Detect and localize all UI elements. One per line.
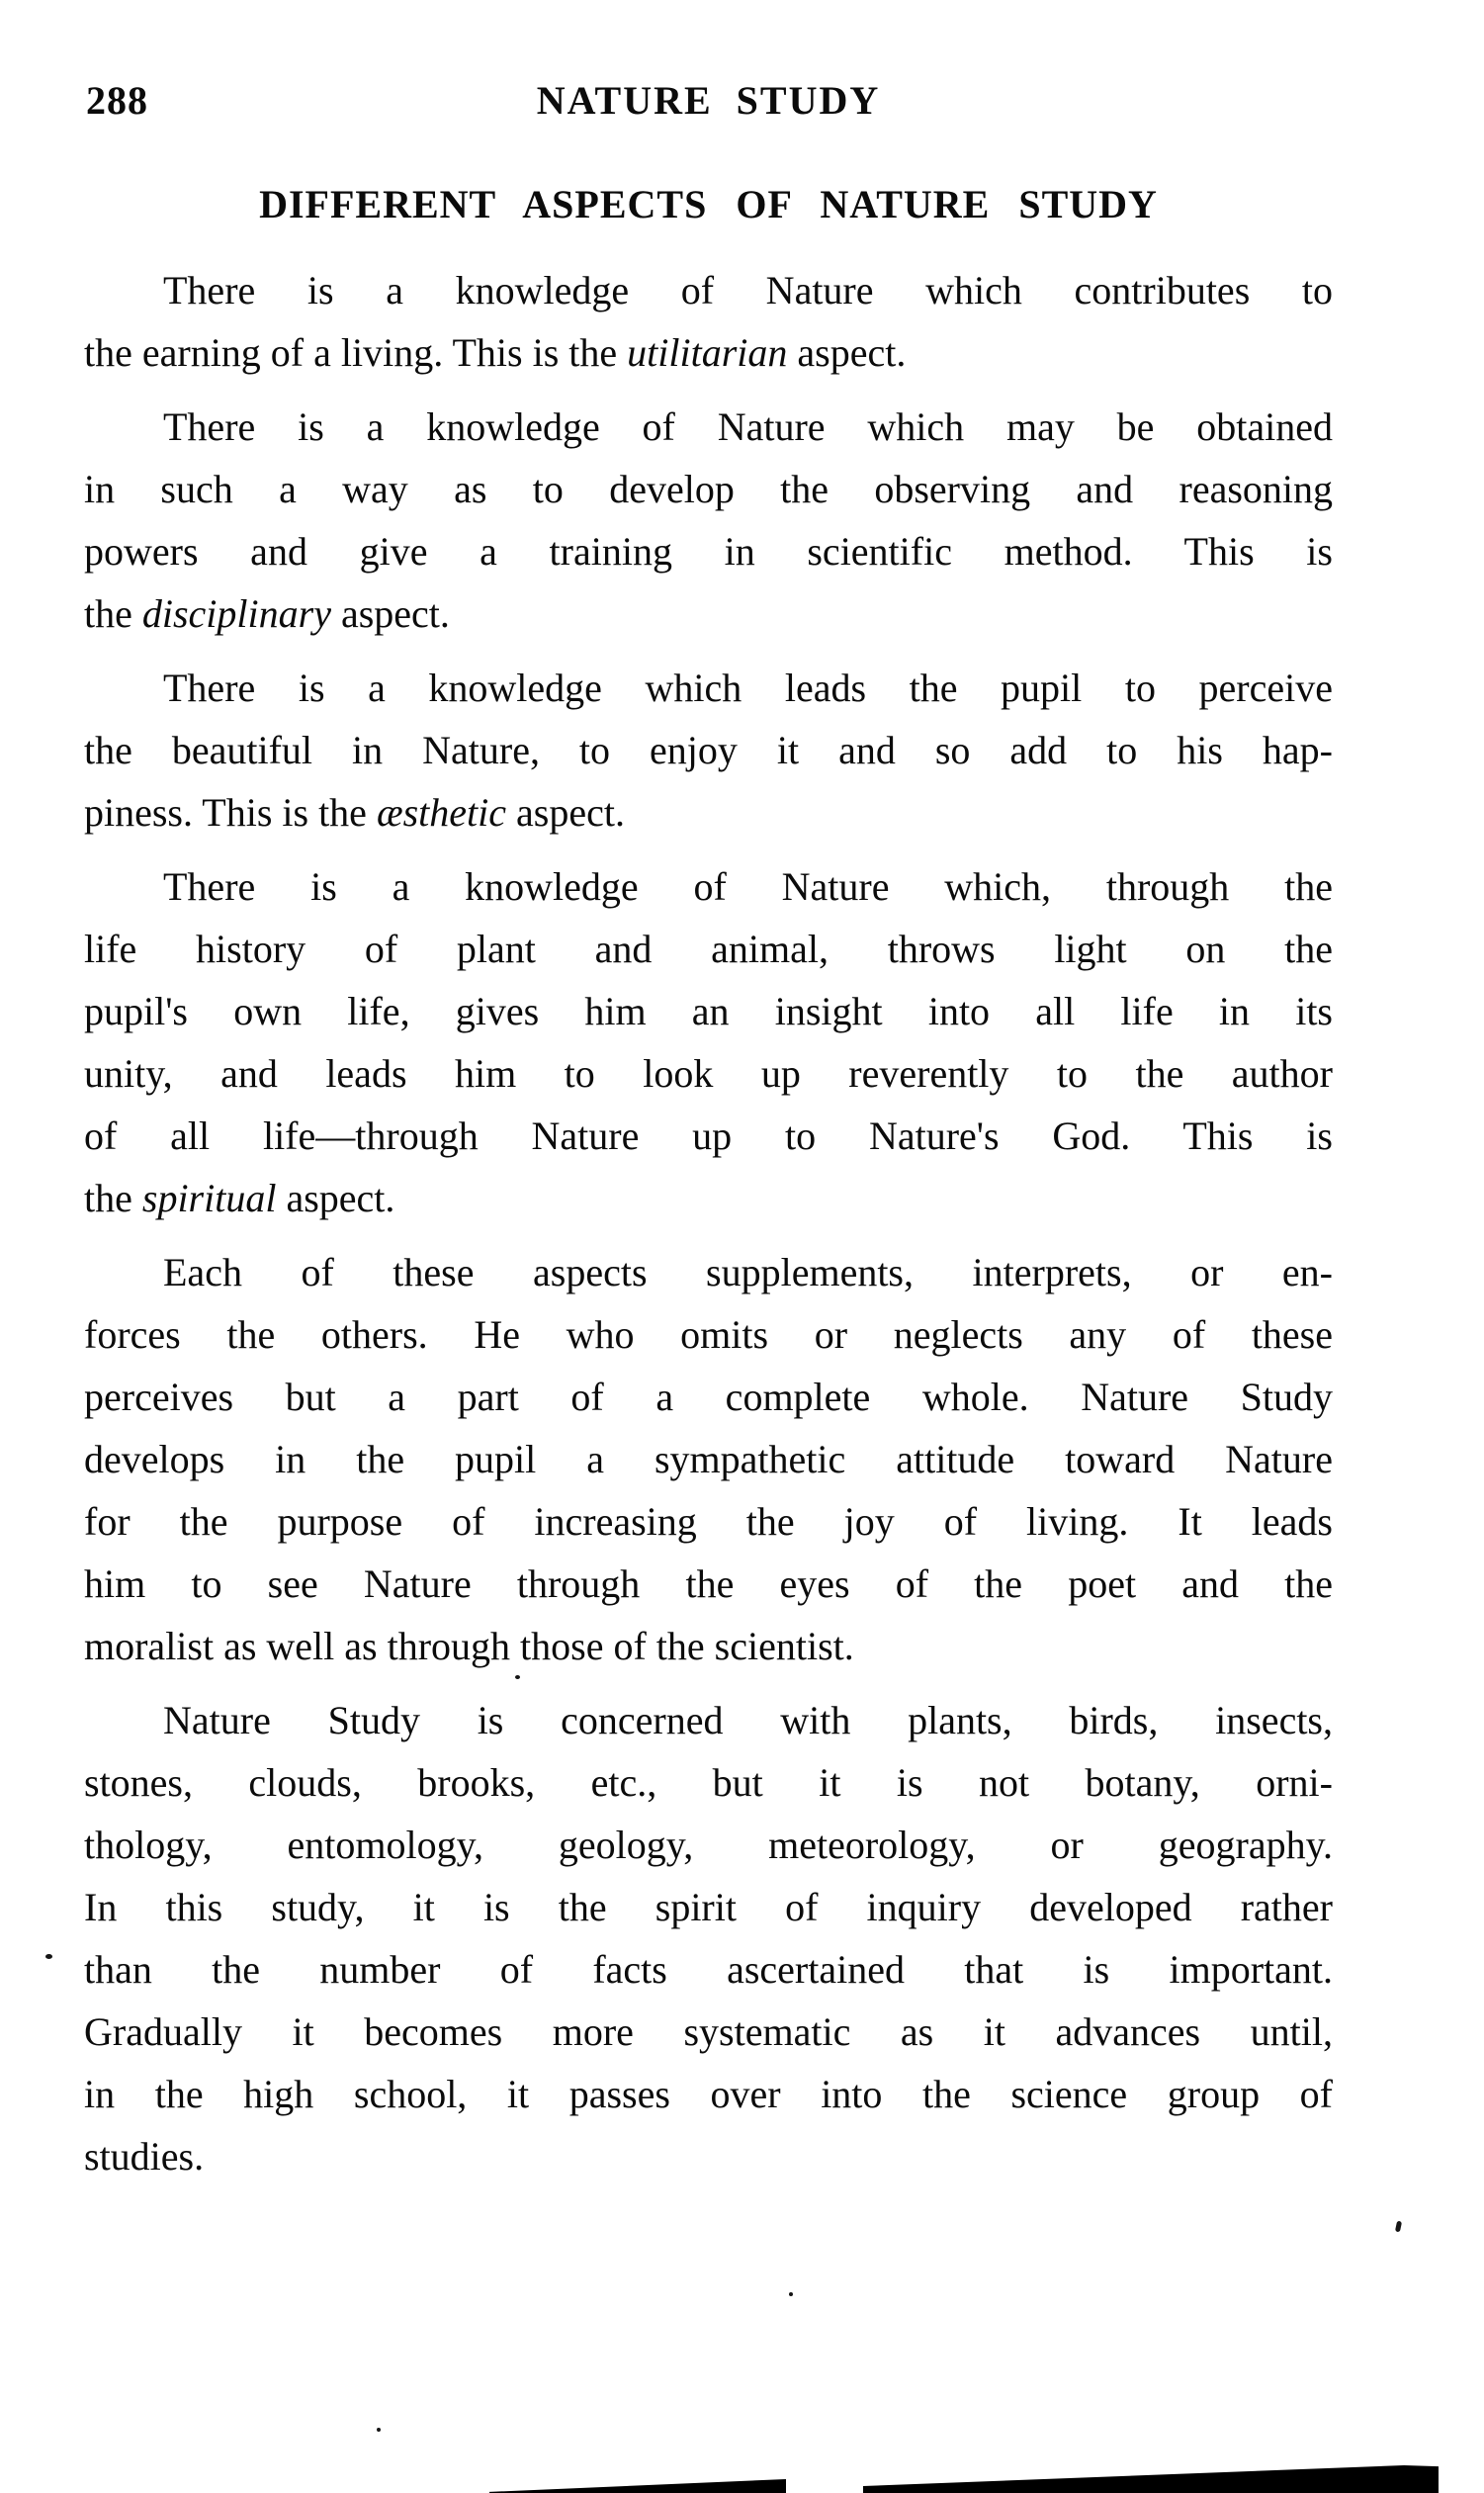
paragraph bbox=[84, 1241, 1333, 1677]
text-line: forces the others. He who omits or neglects any of these bbox=[84, 1312, 1333, 1357]
text-line: There is a knowledge of Nature which contributes to bbox=[163, 268, 1333, 312]
ink-speck-icon bbox=[1395, 2221, 1402, 2233]
ink-speck-icon bbox=[377, 2428, 381, 2432]
text-line: Gradually it becomes more systematic as it advances until, bbox=[84, 2009, 1333, 2054]
text-line: pupil's own life, gives him an insight into all life in its bbox=[84, 989, 1333, 1033]
ink-speck-icon bbox=[515, 1675, 520, 1679]
ink-speck-icon bbox=[789, 2292, 793, 2296]
text-line: for the purpose of increasing the joy of living. It leads bbox=[84, 1499, 1333, 1544]
text-line: There is a knowledge which leads the pupil to perceive bbox=[163, 666, 1333, 710]
text-line: the earning of a living. This is the utilitarian aspect. bbox=[84, 330, 907, 375]
text-line: powers and give a training in scientific method. This is bbox=[84, 529, 1333, 574]
running-title: NATURE STUDY bbox=[536, 78, 881, 123]
text-line: than the number of facts ascertained that is important. bbox=[84, 1947, 1333, 1992]
paragraph bbox=[84, 657, 1333, 844]
section-heading: DIFFERENT ASPECTS OF NATURE STUDY bbox=[259, 182, 1158, 226]
page-number: 288 bbox=[86, 78, 148, 123]
body-text bbox=[84, 259, 1333, 2199]
text-line: There is a knowledge of Nature which, through the bbox=[163, 864, 1333, 909]
text-line: him to see Nature through the eyes of the poet and the bbox=[84, 1561, 1333, 1606]
text-line: Each of these aspects supplements, interprets, or en- bbox=[163, 1250, 1333, 1294]
scan-shadow-bottom-left-icon bbox=[489, 2479, 786, 2493]
text-line: There is a knowledge of Nature which may be obtained bbox=[163, 404, 1333, 449]
text-line: studies. bbox=[84, 2134, 205, 2179]
text-line: Nature Study is concerned with plants, birds, insects, bbox=[163, 1698, 1333, 1742]
text-line: of all life—through Nature up to Nature's God. This is bbox=[84, 1113, 1333, 1158]
ink-speck-icon bbox=[45, 1954, 52, 1959]
text-line: the beautiful in Nature, to enjoy it and so add to his hap- bbox=[84, 728, 1333, 772]
paragraph bbox=[84, 1689, 1333, 2187]
text-line: in such a way as to develop the observing and reasoning bbox=[84, 467, 1333, 511]
paragraph bbox=[84, 259, 1333, 384]
paragraph bbox=[84, 855, 1333, 1229]
text-line: In this study, it is the spirit of inquiry developed rather bbox=[84, 1885, 1333, 1929]
page-header bbox=[84, 79, 1333, 123]
text-line: the spiritual aspect. bbox=[84, 1176, 395, 1220]
scan-shadow-bottom-right-icon bbox=[863, 2465, 1439, 2493]
text-line: moralist as well as through those of the scientist. bbox=[84, 1624, 854, 1668]
text-line: develops in the pupil a sympathetic attitude toward Nature bbox=[84, 1437, 1333, 1481]
text-line: perceives but a part of a complete whole. Nature Study bbox=[84, 1375, 1333, 1419]
text-line: unity, and leads him to look up reverently to the author bbox=[84, 1051, 1333, 1096]
text-line: the disciplinary aspect. bbox=[84, 591, 450, 636]
text-line: piness. This is the æsthetic aspect. bbox=[84, 790, 625, 835]
text-line: thology, entomology, geology, meteorology, or geography. bbox=[84, 1823, 1333, 1867]
text-line: in the high school, it passes over into the science group of bbox=[84, 2072, 1333, 2116]
text-line: life history of plant and animal, throws light on the bbox=[84, 927, 1333, 971]
text-line: stones, clouds, brooks, etc., but it is not botany, orni- bbox=[84, 1760, 1333, 1805]
paragraph bbox=[84, 396, 1333, 645]
